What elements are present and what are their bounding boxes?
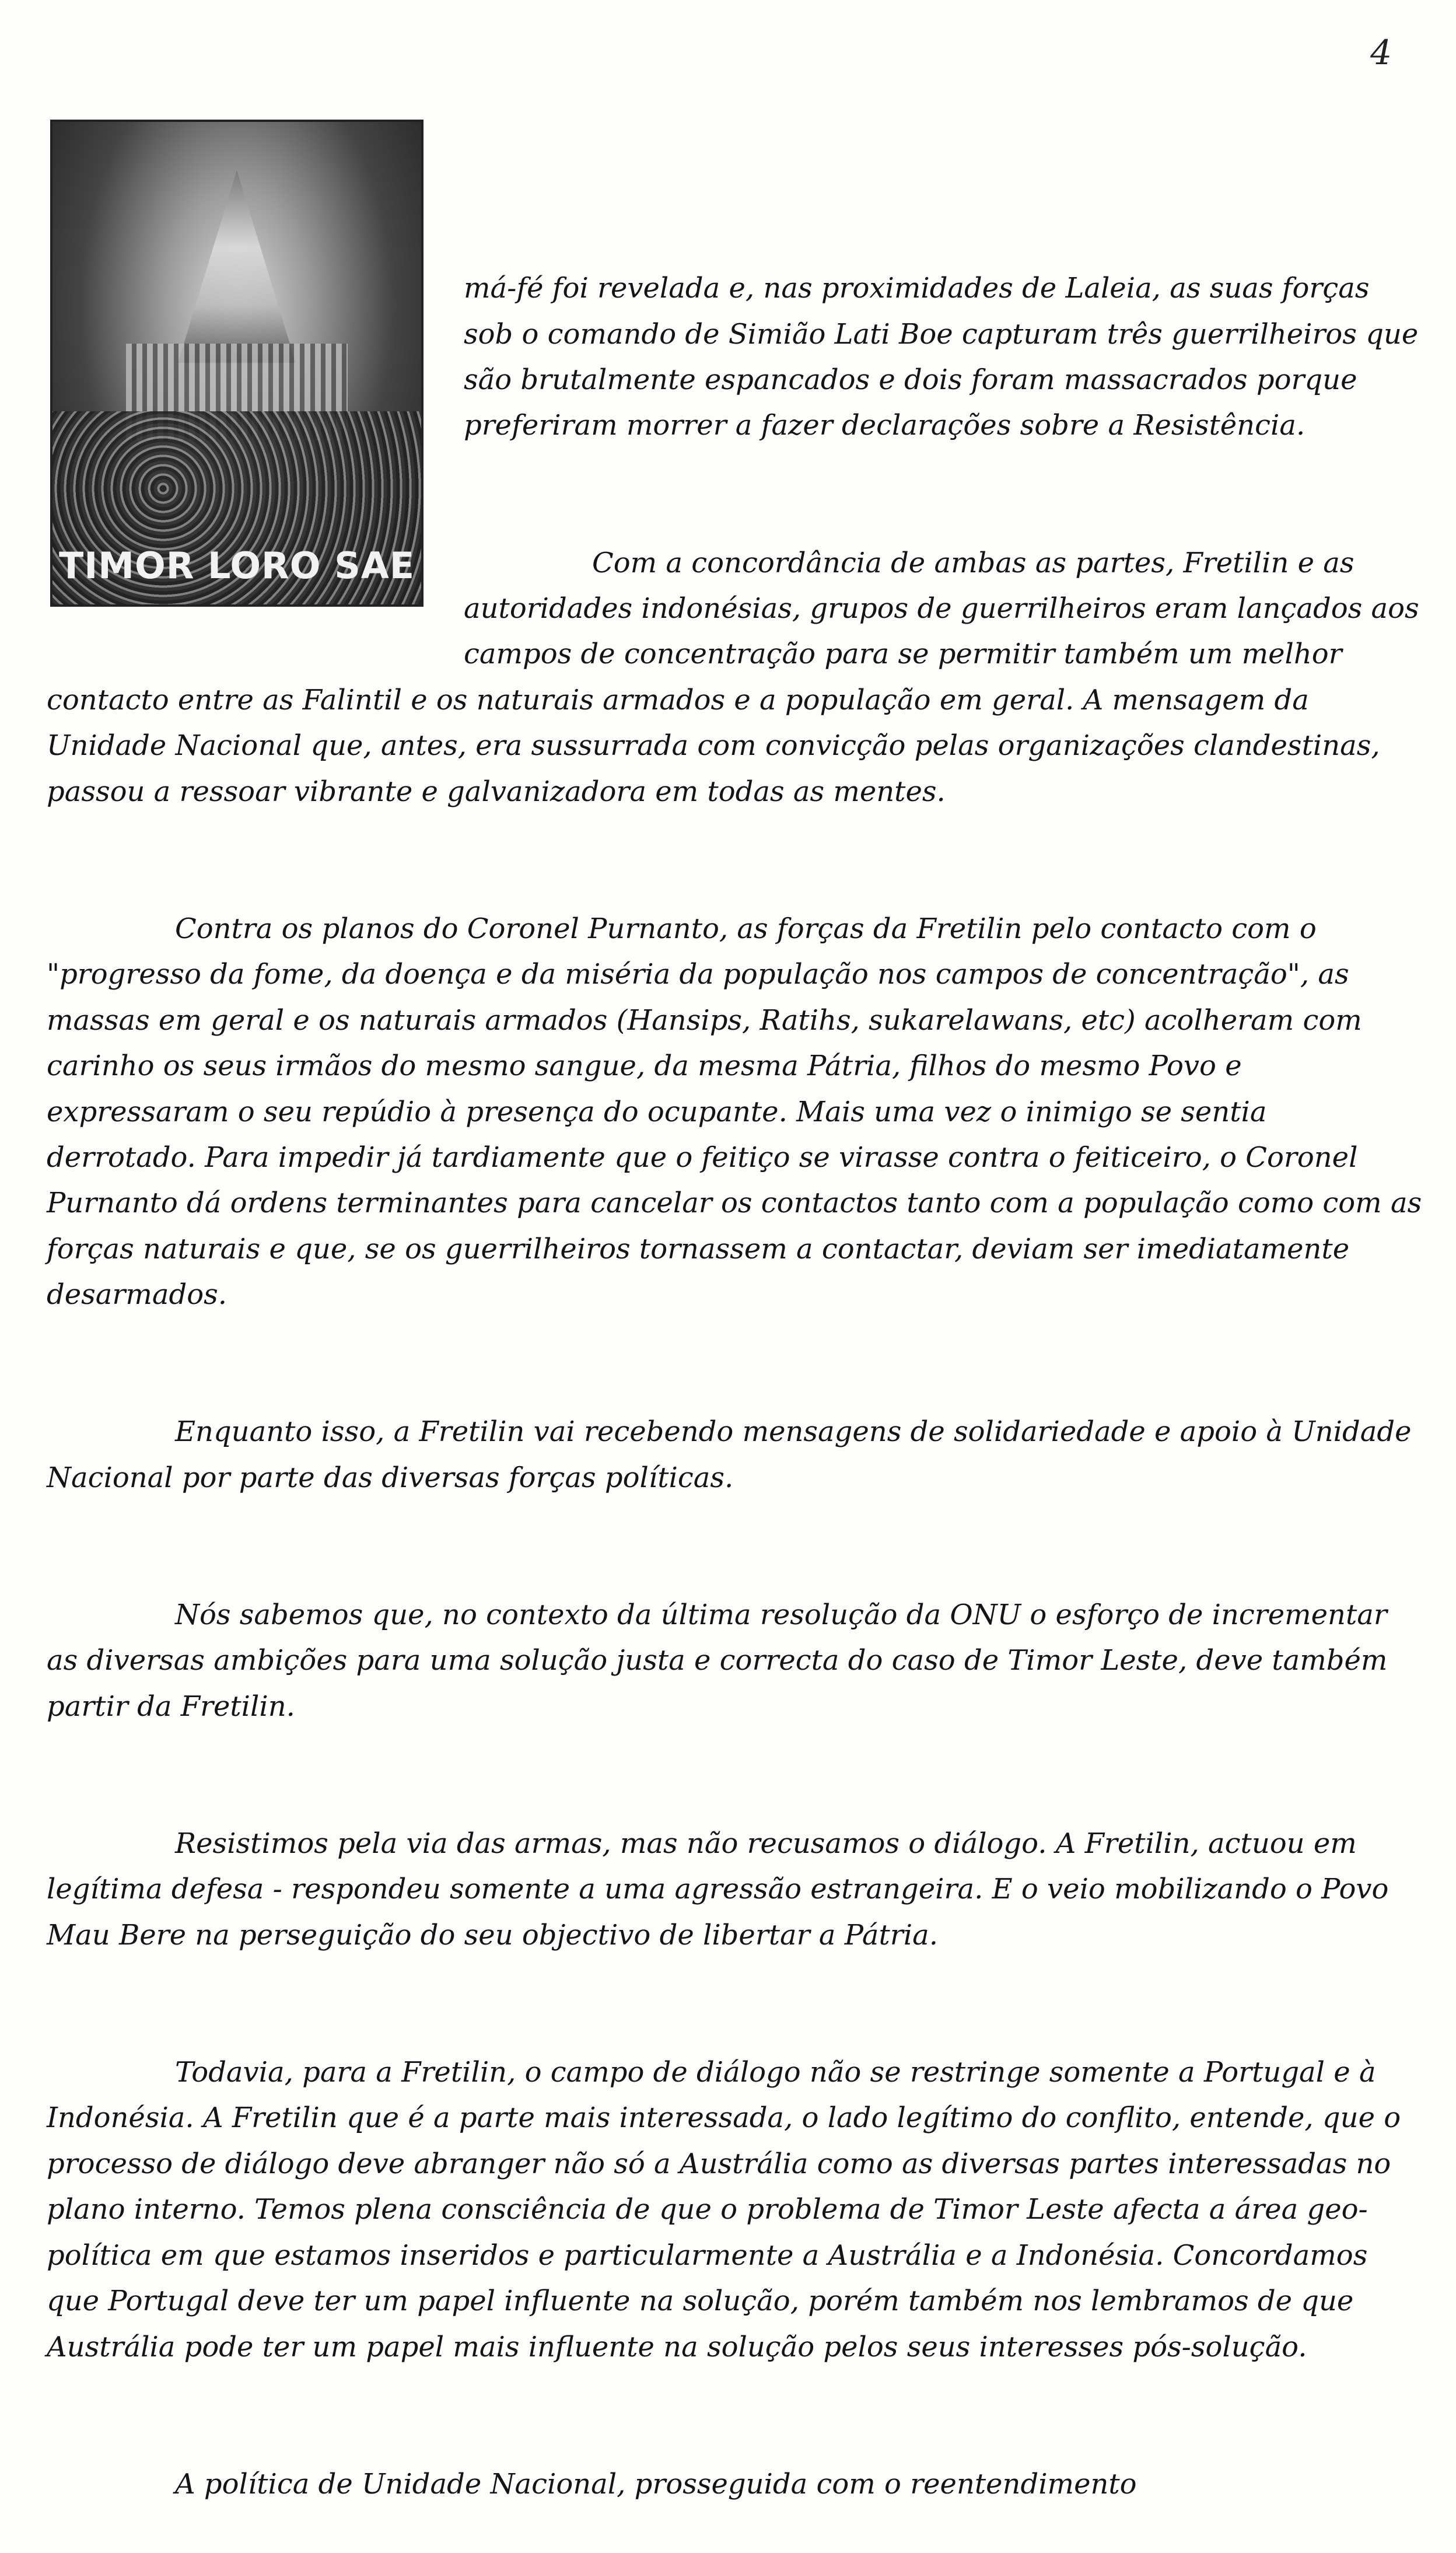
paragraph-6: Resistimos pela via das armas, mas não recusamos o diálogo. A Fretilin, actuou em legítima defesa - respondeu somente a uma agressão estrangeira. E o veio mobilizando o Povo Mau Bere na perseguição do seu objectivo de libertar a Pátria. [47, 1827, 1398, 1952]
paragraph-1: má-fé foi revelada e, nas proximidades de Laleia, as suas forças sob o comando de Simião Lati Boe capturam três guerrilheiros que são brutalmente espancados e dois foram massacrados porque preferiram morrer a fazer declarações sobre a Resistência. [464, 272, 1427, 442]
letter-body [47, 128, 1431, 2553]
page-number: 4 [1370, 33, 1392, 72]
paragraph-4: Enquanto isso, a Fretilin vai recebendo mensagens de solidariedade e apoio à Unidade Nacional por parte das diversas forças políticas. [47, 1415, 1420, 1494]
paragraph-8: A política de Unidade Nacional, prosseguida com o reentendimento [175, 2467, 1137, 2500]
paragraph-2: Com a concordância de ambas as partes, Fretilin e as autoridades indonésias, grupos de guerrilheiros eram lançados aos campos de concentração para se permitir também um melhor contacto entre as Falintil e os naturais armados e a população em geral. A mensagem da Unidade Nacional que, antes, era sussurrada com convicção pelas organizações clandestinas, passou a ressoar vibrante e galvanizadora em todas as mentes. [47, 546, 1428, 808]
paragraph-3: Contra os planos do Coronel Purnanto, as forças da Fretilin pelo contacto com o "progresso da fome, da doença e da miséria da população nos campos de concentração", as massas em geral e os naturais armados (Hansips, Ratihs, sukarelawans, etc) acolheram com carinho os seus irmãos do mesmo sangue, da mesma Pátria, filhos do mesmo Povo e expressaram o seu repúdio à presença do ocupante. Mais uma vez o inimigo se sentia derrotado. Para impedir já tardiamente que o feitiço se virasse contra o feiticeiro, o Coronel Purnanto dá ordens terminantes para cancelar os contactos tanto com a população como com as forças naturais e que, se os guerrilheiros tornassem a contactar, deviam ser imediatamente desarmados. [47, 912, 1431, 1312]
paragraph-5: Nós sabemos que, no contexto da última resolução da ONU o esforço de incrementar as diversas ambições para uma solução justa e correcta do caso de Timor Leste, deve também partir da Fretilin. [47, 1599, 1396, 1723]
photo-caption: TIMOR LORO SAE [58, 544, 415, 587]
paragraph-7: Todavia, para a Fretilin, o campo de diálogo não se restringe somente a Portugal e à Indonésia. A Fretilin que é a parte mais interessada, o lado legítimo do conflito, entende, que o processo de diálogo deve abranger não só a Austrália como as diversas partes interessadas no plano interno. Temos plena consciência de que o problema de Timor Leste afecta a área geo-política em que estamos inseridos e particularmente a Austrália e a Indonésia. Concordamos que Portugal deve ter um papel influente na solução, porém também nos lembramos de que Austrália pode ter um papel mais influente na solução pelos seus interesses pós-solução. [47, 2056, 1410, 2363]
photo-spacer [47, 165, 464, 658]
